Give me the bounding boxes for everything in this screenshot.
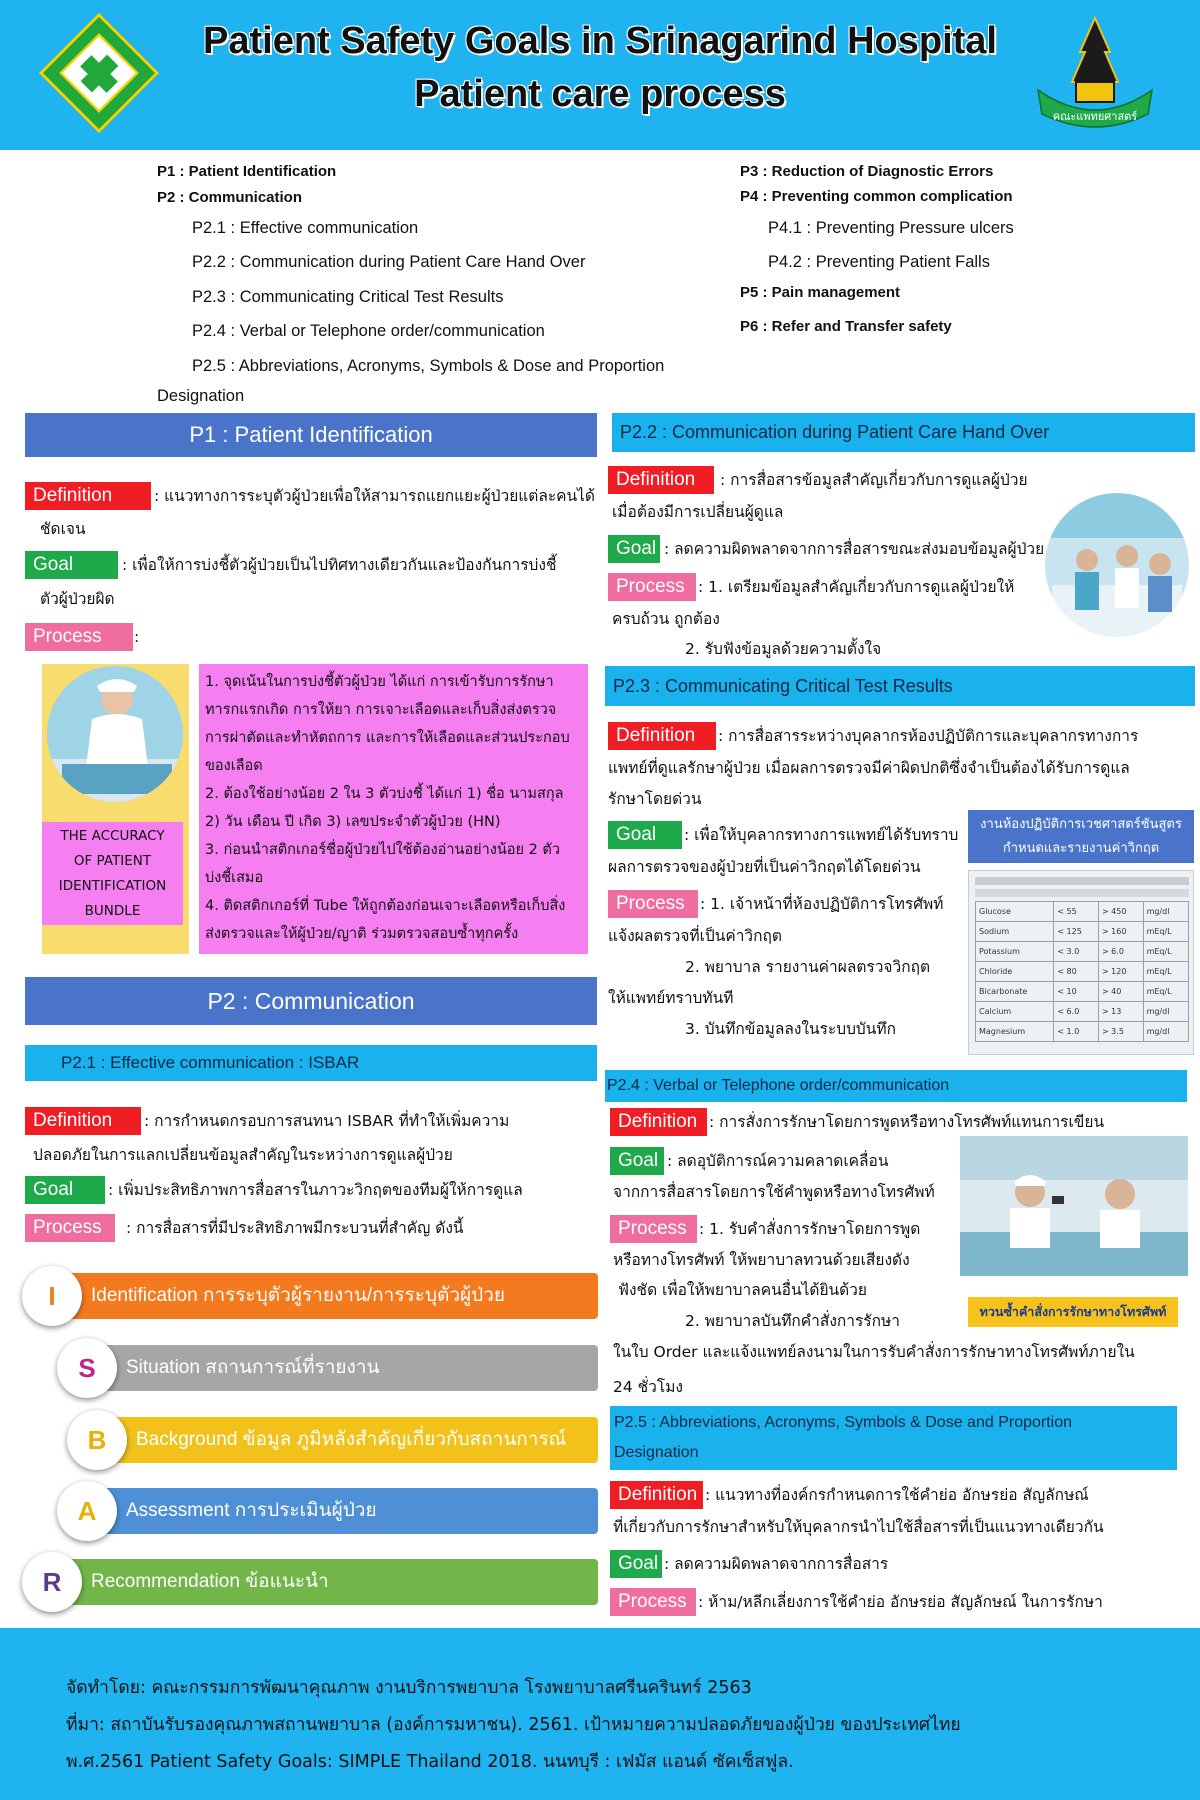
footer-reference: พ.ศ.2561 Patient Safety Goals: SIMPLE Thailand 2018. นนทบุรี : เฟมัส แอนด์ ซัคเซ็สฟูล. <box>66 1752 794 1772</box>
lab-table-cell: mg/dl <box>1143 902 1188 922</box>
critical-values-table-photo <box>968 870 1194 1055</box>
p2-3-header: P2.3 : Communicating Critical Test Results <box>605 666 1195 706</box>
isbar-letter-b: B <box>67 1410 127 1470</box>
telephone-order-photo <box>960 1136 1188 1276</box>
lab-table-row <box>976 982 1189 1002</box>
index-p2-2: P2.2 : Communication during Patient Care Hand Over <box>192 253 586 271</box>
p1-step-line: ของเลือด <box>205 758 263 774</box>
lab-table-cell: > 6.0 <box>1098 942 1143 962</box>
lab-table-cell: mEq/L <box>1143 942 1188 962</box>
isbar-letter-i: I <box>22 1266 82 1326</box>
lab-table-cell: Calcium <box>976 1002 1054 1022</box>
lab-table-cell: < 10 <box>1054 982 1099 1002</box>
footer-banner <box>0 1628 1200 1800</box>
lab-table-cell: > 120 <box>1098 962 1143 982</box>
p1-definition-cont: ชัดเจน <box>40 520 86 538</box>
lab-table-cell: > 160 <box>1098 922 1143 942</box>
lab-table-row <box>976 902 1189 922</box>
p2-1-process-tag: Process <box>25 1214 115 1242</box>
p2-3-process-tag: Process <box>608 890 698 918</box>
p2-2-definition-cont: เมื่อต้องมีการเปลี่ยนผู้ดูแล <box>612 503 784 521</box>
lab-table-row <box>976 1022 1189 1042</box>
p2-2-process-cont: ครบถ้วน ถูกต้อง <box>612 610 720 628</box>
p1-step-line: ส่งตรวจและให้ผู้ป่วย/ญาติ ร่วมตรวจสอบซ้ำทุกครั้ง <box>205 926 519 942</box>
p2-5-goal-text: : ลดความผิดพลาดจากการสื่อสาร <box>664 1555 889 1573</box>
p2-1-definition-cont: ปลอดภัยในการแลกเปลี่ยนข้อมูลสำคัญในระหว่างการดูแลผู้ป่วย <box>33 1146 453 1164</box>
p1-step-line: 2) วัน เดือน ปี เกิด 3) เลขประจำตัวผู้ป่วย (HN) <box>205 814 501 830</box>
lab-table-cell: Chloride <box>976 962 1054 982</box>
lab-table-cell: mEq/L <box>1143 982 1188 1002</box>
p2-4-definition-text: : การสั่งการรักษาโดยการพูดหรือทางโทรศัพท์แทนการเขียน <box>709 1113 1105 1131</box>
p1-step-line: 2. ต้องใช้อย่างน้อย 2 ใน 3 ตัวบ่งชี้ ได้แก่ 1) ชื่อ นามสกุล <box>205 786 564 802</box>
index-p6: P6 : Refer and Transfer safety <box>740 318 952 335</box>
p2-5-definition-cont: ที่เกี่ยวกับการรักษาสำหรับให้บุคลากรนำไปใช้สื่อสารที่เป็นแนวทางเดียวกัน <box>613 1518 1104 1536</box>
p2-3-definition-tag: Definition <box>608 722 716 750</box>
p2-4-process-cont1: หรือทางโทรศัพท์ ให้พยาบาลทวนด้วยเสียงดัง <box>613 1251 910 1269</box>
p1-process-colon: : <box>134 628 140 646</box>
p2-5-header: P2.5 : Abbreviations, Acronyms, Symbols & Dose and Proportion Designation <box>610 1406 1177 1470</box>
p2-3-step2: 2. พยาบาล รายงานค่าผลตรวจวิกฤต <box>685 958 931 976</box>
lab-table-cell: > 13 <box>1098 1002 1143 1022</box>
p2-3-process-text: : 1. เจ้าหน้าที่ห้องปฏิบัติการโทรศัพท์ <box>700 895 944 913</box>
lab-table-row <box>976 942 1189 962</box>
p2-2-definition-tag: Definition <box>608 466 714 494</box>
p2-4-process-tag: Process <box>610 1215 697 1243</box>
lab-table-cell: mg/dl <box>1143 1022 1188 1042</box>
p2-1-process-text: : การสื่อสารที่มีประสิทธิภาพมีกระบวนที่สำคัญ ดังนี้ <box>126 1219 464 1237</box>
p1-step-line: บ่งชี้เสมอ <box>205 870 264 886</box>
lab-table-cell: > 3.5 <box>1098 1022 1143 1042</box>
isbar-identification-row: Identification การระบุตัวผู้รายงาน/การระบุตัวผู้ป่วย <box>55 1273 598 1319</box>
lab-table-row <box>976 922 1189 942</box>
index-p2-5: P2.5 : Abbreviations, Acronyms, Symbols & Dose and Proportion <box>192 357 665 375</box>
index-p2-3: P2.3 : Communicating Critical Test Results <box>192 288 504 306</box>
lab-table-cell: mEq/L <box>1143 922 1188 942</box>
page-subtitle: Patient care process <box>414 73 786 115</box>
index-p2: P2 : Communication <box>157 189 303 206</box>
isbar-letter-a: A <box>57 1481 117 1541</box>
isbar-letter-r: R <box>22 1552 82 1612</box>
p2-5-definition-text: : แนวทางที่องค์กรกำหนดการใช้คำย่อ อักษรย่อ สัญลักษณ์ <box>705 1486 1089 1504</box>
index-p3: P3 : Reduction of Diagnostic Errors <box>740 163 994 180</box>
telephone-photo-caption: ทวนซ้ำคำสั่งการรักษาทางโทรศัพท์ <box>968 1297 1178 1327</box>
p2-4-step2-cont2: 24 ชั่วโมง <box>613 1378 683 1396</box>
p2-4-goal-text: : ลดอุบัติการณ์ความคลาดเคลื่อน <box>667 1152 889 1170</box>
p2-2-step2: 2. รับฟังข้อมูลด้วยความตั้งใจ <box>685 640 882 658</box>
p2-3-goal-text: : เพื่อให้บุคลากรทางการแพทย์ได้รับทราบ <box>684 826 959 844</box>
p2-3-step2-cont: ให้แพทย์ทราบทันที <box>608 989 734 1007</box>
p2-5-process-tag: Process <box>610 1588 696 1616</box>
p1-goal-tag: Goal <box>25 551 118 579</box>
lab-table-row <box>976 962 1189 982</box>
lab-table-cell: < 55 <box>1054 902 1099 922</box>
p2-2-goal-tag: Goal <box>608 535 660 563</box>
faculty-of-medicine-emblem-icon <box>1030 12 1160 134</box>
p1-step-line: 1. จุดเน้นในการบ่งชี้ตัวผู้ป่วย ได้แก่ การเข้ารับการรักษา <box>205 674 554 690</box>
p2-1-definition-text: : การกำหนดกรอบการสนทนา ISBAR ที่ทำให้เพิ่มความ <box>144 1112 510 1130</box>
p2-4-step2: 2. พยาบาลบันทึกคำสั่งการรักษา <box>685 1312 900 1330</box>
lab-table-cell: Sodium <box>976 922 1054 942</box>
index-p2-4: P2.4 : Verbal or Telephone order/communication <box>192 322 545 340</box>
page-title: Patient Safety Goals in Srinagarind Hospital <box>203 20 997 62</box>
index-p5: P5 : Pain management <box>740 284 901 301</box>
p1-steps-box <box>199 664 588 954</box>
p2-2-process-text: : 1. เตรียมข้อมูลสำคัญเกี่ยวกับการดูแลผู้ป่วยให้ <box>698 578 1015 596</box>
p2-2-definition-text: : การสื่อสารข้อมูลสำคัญเกี่ยวกับการดูแลผู้ป่วย <box>720 471 1028 489</box>
lab-table-cell: mg/dl <box>1143 1002 1188 1022</box>
p2-3-goal-cont: ผลการตรวจของผู้ป่วยที่เป็นค่าวิกฤตได้โดยด่วน <box>608 858 921 876</box>
index-p1: P1 : Patient Identification <box>157 163 337 180</box>
p1-section-header: P1 : Patient Identification <box>25 413 597 457</box>
p1-step-line: ทารกแรกเกิด การให้ยา การเจาะเลือดและเก็บสิ่งส่งตรวจ <box>205 702 557 718</box>
isbar-recommendation-row: Recommendation ข้อแนะนำ <box>55 1559 598 1605</box>
lab-caption-box: งานห้องปฏิบัติการเวชศาสตร์ชันสูตร กำหนดและรายงานค่าวิกฤต <box>968 810 1194 863</box>
lab-table-cell: > 40 <box>1098 982 1143 1002</box>
p1-goal-cont: ตัวผู้ป่วยผิด <box>40 590 115 608</box>
lab-table-cell: Glucose <box>976 902 1054 922</box>
p2-5-goal-tag: Goal <box>610 1550 662 1578</box>
p2-4-goal-cont: จากการสื่อสารโดยการใช้คำพูดหรือทางโทรศัพท์ <box>613 1183 935 1201</box>
p2-5-process-text: : ห้าม/หลีกเลี่ยงการใช้คำย่อ อักษรย่อ สัญลักษณ์ ในการรักษา <box>698 1593 1103 1611</box>
lab-table-cell: Potassium <box>976 942 1054 962</box>
p2-3-definition-cont1: แพทย์ที่ดูแลรักษาผู้ป่วย เมื่อผลการตรวจมีค่าผิดปกติซึ่งจำเป็นต้องได้รับการดูแล <box>608 759 1130 777</box>
p1-step-line: 4. ติดสติกเกอร์ที่ Tube ให้ถูกต้องก่อนเจาะเลือดหรือเก็บสิ่ง <box>205 898 566 914</box>
p2-4-goal-tag: Goal <box>610 1147 664 1175</box>
lab-table-cell: < 80 <box>1054 962 1099 982</box>
index-p4-1: P4.1 : Preventing Pressure ulcers <box>768 219 1014 237</box>
lab-table-cell: < 6.0 <box>1054 1002 1099 1022</box>
p2-3-process-cont: แจ้งผลตรวจที่เป็นค่าวิกฤต <box>608 927 782 945</box>
p2-4-header: P2.4 : Verbal or Telephone order/communication <box>605 1070 1187 1102</box>
index-p2-1: P2.1 : Effective communication <box>192 219 419 237</box>
p2-5-definition-tag: Definition <box>610 1481 703 1509</box>
p2-3-definition-text: : การสื่อสารระหว่างบุคลากรห้องปฏิบัติการและบุคลากรทางการ <box>718 727 1139 745</box>
header-banner <box>0 0 1200 150</box>
p2-4-step2-cont: ในใบ Order และแจ้งแพทย์ลงนามในการรับคำสั่งการรักษาทางโทรศัพท์ภายใน <box>613 1343 1135 1361</box>
p2-3-definition-cont2: รักษาโดยด่วน <box>608 790 702 808</box>
p2-4-process-cont2: ฟังชัด เพื่อให้พยาบาลคนอื่นได้ยินด้วย <box>618 1281 867 1299</box>
p1-bundle-caption: THE ACCURACY OF PATIENT IDENTIFICATION BUNDLE <box>42 822 183 925</box>
p1-definition-text: : แนวทางการระบุตัวผู้ป่วยเพื่อให้สามารถแยกแยะผู้ป่วยแต่ละคนได้ <box>154 487 595 505</box>
p2-2-process-tag: Process <box>608 573 696 601</box>
lab-table-cell: Bicarbonate <box>976 982 1054 1002</box>
lab-table-cell: mEq/L <box>1143 962 1188 982</box>
p2-4-process-text: : 1. รับคำสั่งการรักษาโดยการพูด <box>699 1220 921 1238</box>
p2-4-definition-tag: Definition <box>610 1108 707 1136</box>
isbar-situation-row: Situation สถานการณ์ที่รายงาน <box>90 1345 598 1391</box>
p1-step-line: 3. ก่อนนำสติกเกอร์ชื่อผู้ป่วยไปใช้ต้องอ่านอย่างน้อย 2 ตัว <box>205 842 560 858</box>
nurse-identification-photo <box>42 664 189 814</box>
svg-text:คณะแพทยศาสตร์: คณะแพทยศาสตร์ <box>1052 110 1138 123</box>
p2-1-header: P2.1 : Effective communication : ISBAR <box>25 1045 597 1081</box>
p2-1-goal-text: : เพิ่มประสิทธิภาพการสื่อสารในภาวะวิกฤตของทีมผู้ให้การดูแล <box>108 1181 523 1199</box>
lab-table-cell: < 125 <box>1054 922 1099 942</box>
p1-definition-tag: Definition <box>25 482 151 510</box>
lab-table-row <box>976 1002 1189 1022</box>
lab-table-cell: < 1.0 <box>1054 1022 1099 1042</box>
p2-section-header: P2 : Communication <box>25 977 597 1025</box>
lab-table-cell: > 450 <box>1098 902 1143 922</box>
index-p2-5-cont: Designation <box>157 387 245 405</box>
isbar-background-row: Background ข้อมูล ภูมิหลังสำคัญเกี่ยวกับสถานการณ์ <box>100 1417 598 1463</box>
footer-source: ที่มา: สถาบันรับรองคุณภาพสถานพยาบาล (องค์การมหาชน). 2561. เป้าหมายความปลอดภัยของผู้ป่วย ของประเทศไทย <box>66 1715 961 1735</box>
nursing-emblem-icon <box>39 13 159 133</box>
p1-process-tag: Process <box>25 623 133 651</box>
p2-1-goal-tag: Goal <box>25 1176 105 1204</box>
p2-2-goal-text: : ลดความผิดพลาดจากการสื่อสารขณะส่งมอบข้อมูลผู้ป่วย <box>664 540 1045 558</box>
p2-3-step3: 3. บันทึกข้อมูลลงในระบบบันทึก <box>685 1020 896 1038</box>
index-p4-2: P4.2 : Preventing Patient Falls <box>768 253 990 271</box>
handover-photo <box>1042 490 1192 640</box>
lab-table-cell: Magnesium <box>976 1022 1054 1042</box>
p1-goal-text: : เพื่อให้การบ่งชี้ตัวผู้ป่วยเป็นไปทิศทางเดียวกันและป้องกันการบ่งชี้ <box>122 556 557 574</box>
p2-1-definition-tag: Definition <box>25 1107 141 1135</box>
isbar-assessment-row: Assessment การประเมินผู้ป่วย <box>90 1488 598 1534</box>
p2-3-goal-tag: Goal <box>608 821 682 849</box>
lab-table-cell: < 3.0 <box>1054 942 1099 962</box>
p1-step-line: การผ่าตัดและทำหัตถการ และการให้เลือดและส่วนประกอบ <box>205 730 570 746</box>
index-p4: P4 : Preventing common complication <box>740 188 1013 205</box>
p2-2-header: P2.2 : Communication during Patient Care Hand Over <box>612 413 1195 452</box>
footer-credit: จัดทำโดย: คณะกรรมการพัฒนาคุณภาพ งานบริการพยาบาล โรงพยาบาลศรีนครินทร์ 2563 <box>66 1678 752 1698</box>
isbar-letter-s: S <box>57 1338 117 1398</box>
